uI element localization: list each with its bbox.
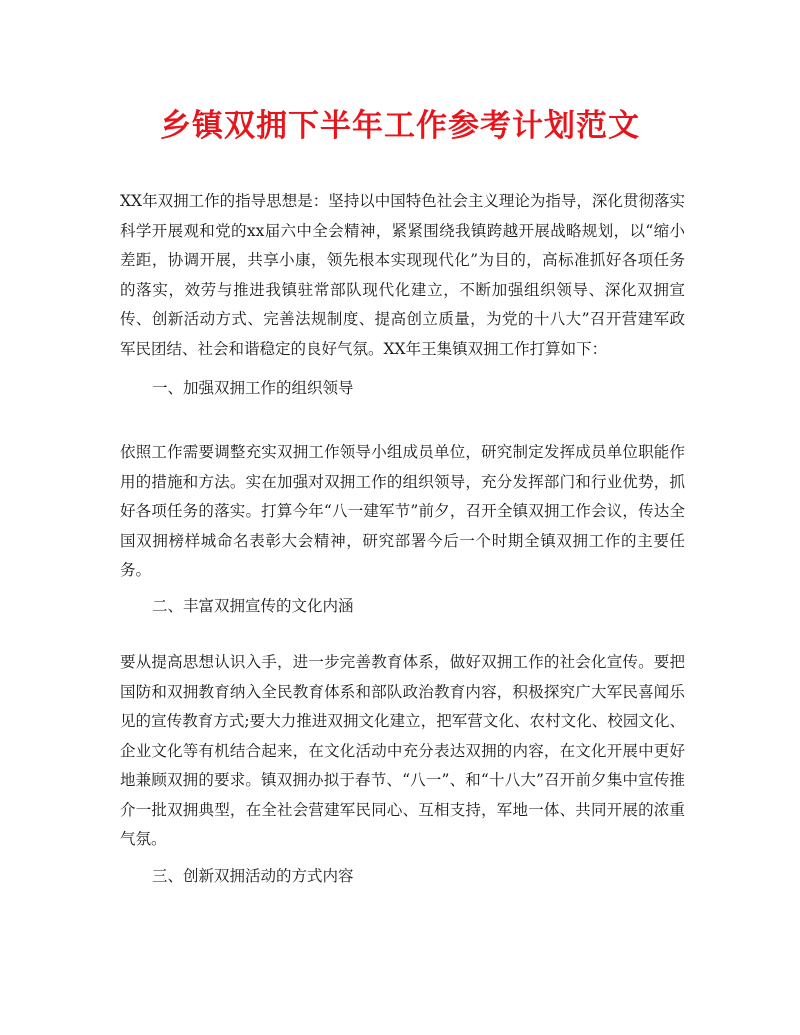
section-body-1: 依照工作需要调整充实双拥工作领导小组成员单位，研究制定发挥成员单位职能作用的措施和方法。实在加强对双拥工作的组织领导，充分发挥部门和行业优势，抓好各项任务的落实。打算今年“八一建军节”前夕，召开全镇双拥工作会议，传达全国双拥榜样城命名表彰大会精神，研究部署今后一个时期全镇双拥工作的主要任务。 bbox=[120, 443, 685, 579]
section-heading-3: 三、创新双拥活动的方式内容 bbox=[152, 867, 354, 885]
section-heading-1: 一、加强双拥工作的组织领导 bbox=[152, 379, 354, 397]
section-heading-2: 二、丰富双拥宣传的文化内涵 bbox=[152, 597, 354, 615]
document-title: 乡镇双拥下半年工作参考计划范文 bbox=[160, 108, 640, 144]
intro-paragraph: XX年双拥工作的指导思想是：坚持以中国特色社会主义理论为指导，深化贯彻落实科学开展观和党的xx届六中全会精神，紧紧围绕我镇跨越开展战略规划，以“缩小差距，协调开展，共享小康，领先根本实现现代化”为目的，高标准抓好各项任务的落实，效劳与推进我镇驻常部队现代化建立，不断加强组织领导、深化双拥宣传、创新活动方式、完善法规制度、提高创立质量，为党的十八大”召开营建军政军民团结、社会和谐稳定的良好气氛。XX年王集镇双拥工作打算如下： bbox=[120, 192, 685, 358]
section-body-2: 要从提高思想认识入手，进一步完善教育体系，做好双拥工作的社会化宣传。要把国防和双拥教育纳入全民教育体系和部队政治教育内容，积极探究广大军民喜闻乐见的宣传教育方式;要大力推进双拥文化建立，把军营文化、农村文化、校园文化、企业文化等有机结合起来，在文化活动中充分表达双拥的内容，在文化开展中更好地兼顾双拥的要求。镇双拥办拟于春节、“八一”、和“十八大”召开前夕集中宣传推介一批双拥典型，在全社会营建军民同心、互相支持，军地一体、共同开展的浓重气氛。 bbox=[120, 653, 685, 848]
